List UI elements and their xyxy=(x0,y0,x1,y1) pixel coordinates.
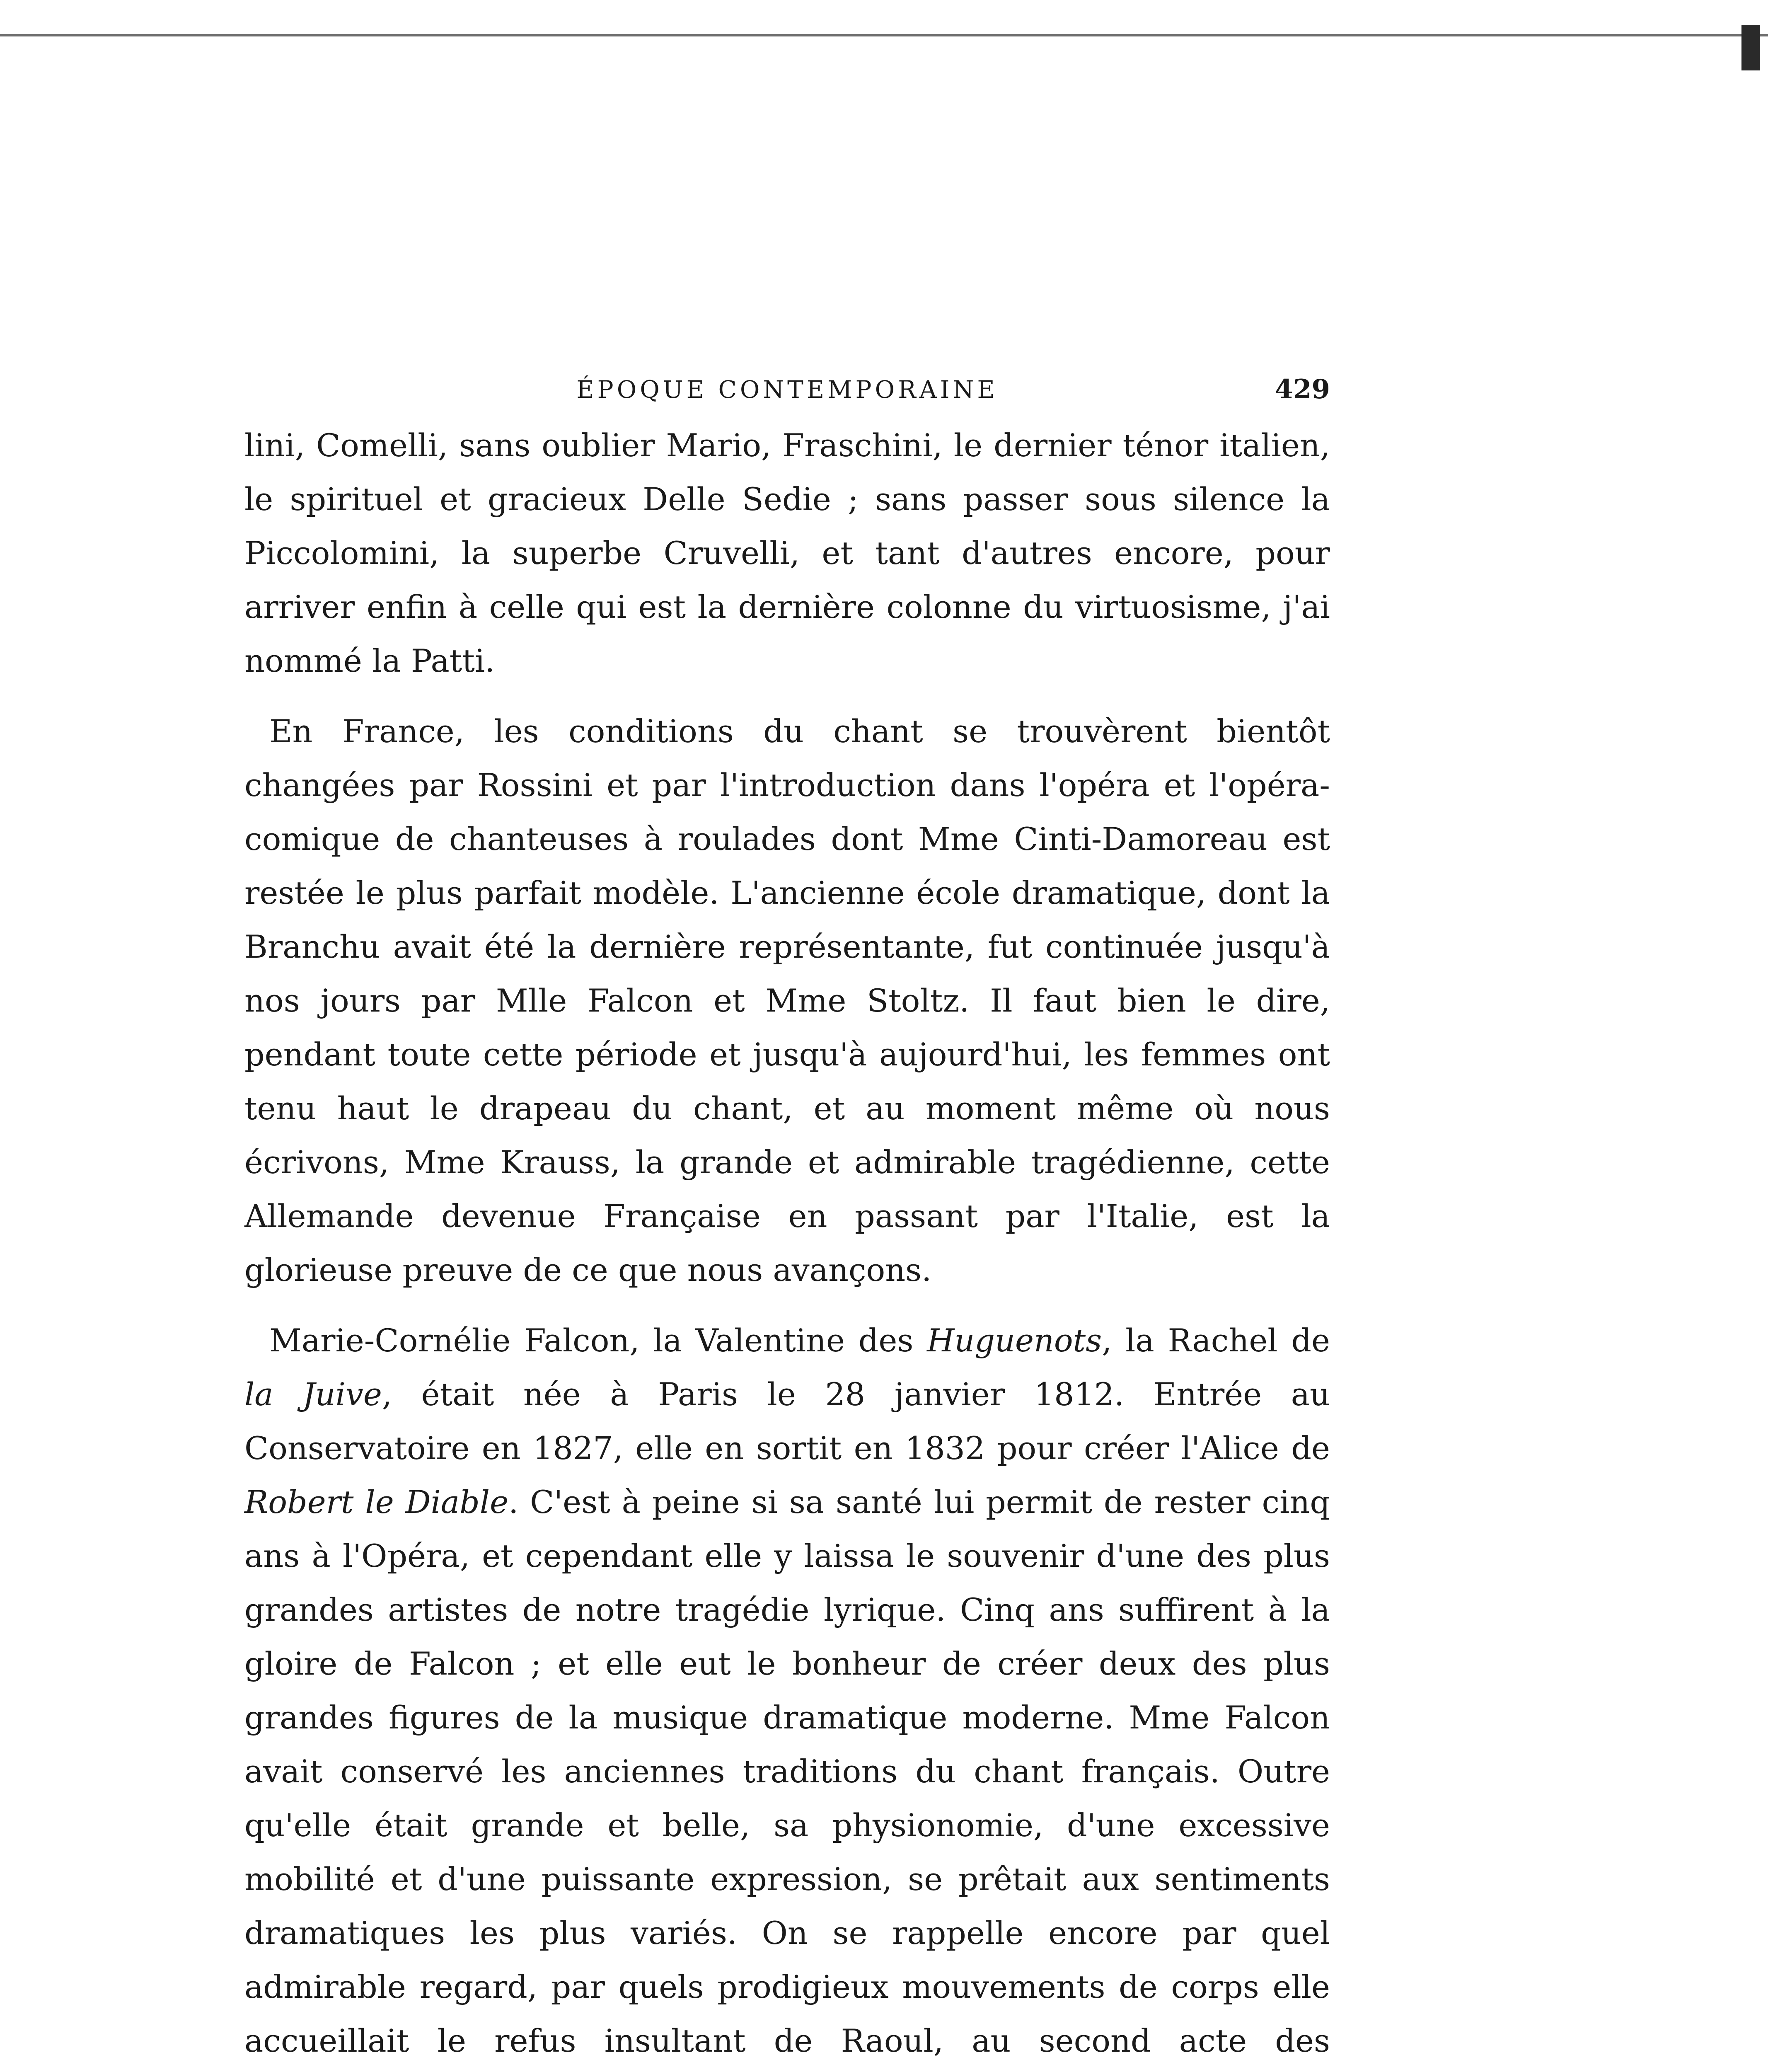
paragraph xyxy=(244,419,1330,688)
body-text xyxy=(244,419,1330,2072)
running-title: ÉPOQUE CONTEMPORAINE xyxy=(576,375,998,404)
page-edge-mark xyxy=(1741,25,1760,70)
italic-title: la Juive xyxy=(244,1376,382,1413)
text-run: . C'est à peine si sa santé lui permit de rester cinq ans à l'Opéra, et cependant elle y laissa le souvenir d'une des plus grandes artistes de notre tragédie lyrique. Cinq ans suffirent à la gloire de Falcon ; et elle eut le bonheur de créer deux des plus grandes figures de la musique dramatique moderne. Mme Falcon avait conservé les anciennes traditions du chant français. Outre qu'elle était grande et belle, sa physionomie, d'une excessive mobilité et d'une puissante expression, se prêtait aux sentiments dramatiques les plus variés. On se rappelle encore par quel admirable regard, par quels prodigieux mouvements de corps elle accueillait le refus insultant de Raoul, au second acte des xyxy=(244,1484,1330,2059)
paragraph xyxy=(244,704,1330,1297)
page-number: 429 xyxy=(1275,374,1330,405)
italic-title: Huguenots xyxy=(927,1322,1102,1359)
running-head xyxy=(244,371,1330,408)
text-run: En France, les conditions du chant se trouvèrent bientôt changées par Rossini et par l'introduction dans l'opéra et l'opéra-comique de chanteuses à roulades dont Mme Cinti-Damoreau est restée le plus parfait modèle. L'ancienne école dramatique, dont la Branchu avait été la dernière représentante, fut continuée jusqu'à nos jours par Mlle Falcon et Mme Stoltz. Il faut bien le dire, pendant toute cette période et jusqu'à aujourd'hui, les femmes ont tenu haut le drapeau du chant, et au moment même où nous écrivons, Mme Krauss, la grande et admirable tragédienne, cette Allemande devenue Française en passant par l'Italie, est la glorieuse preuve de ce que nous avançons. xyxy=(244,713,1330,1288)
text-run: , la Rachel de xyxy=(1102,1322,1330,1359)
text-run: Marie-Cornélie Falcon, la Valentine des xyxy=(269,1322,927,1359)
text-run: , était née à Paris le 28 janvier 1812. Entrée au Conservatoire en 1827, elle en sortit en 1832 pour créer l'Alice de xyxy=(244,1376,1330,1467)
paragraph xyxy=(244,1314,1330,2072)
top-rule xyxy=(0,34,1768,36)
text-run: lini, Comelli, sans oublier Mario, Fraschini, le dernier ténor italien, le spirituel et gracieux Delle Sedie ; sans passer sous silence la Piccolomini, la superbe Cruvelli, et tant d'autres encore, pour arriver enfin à celle qui est la dernière colonne du virtuosisme, j'ai nommé la Patti. xyxy=(244,427,1330,679)
italic-title: Robert le Diable xyxy=(244,1484,509,1520)
